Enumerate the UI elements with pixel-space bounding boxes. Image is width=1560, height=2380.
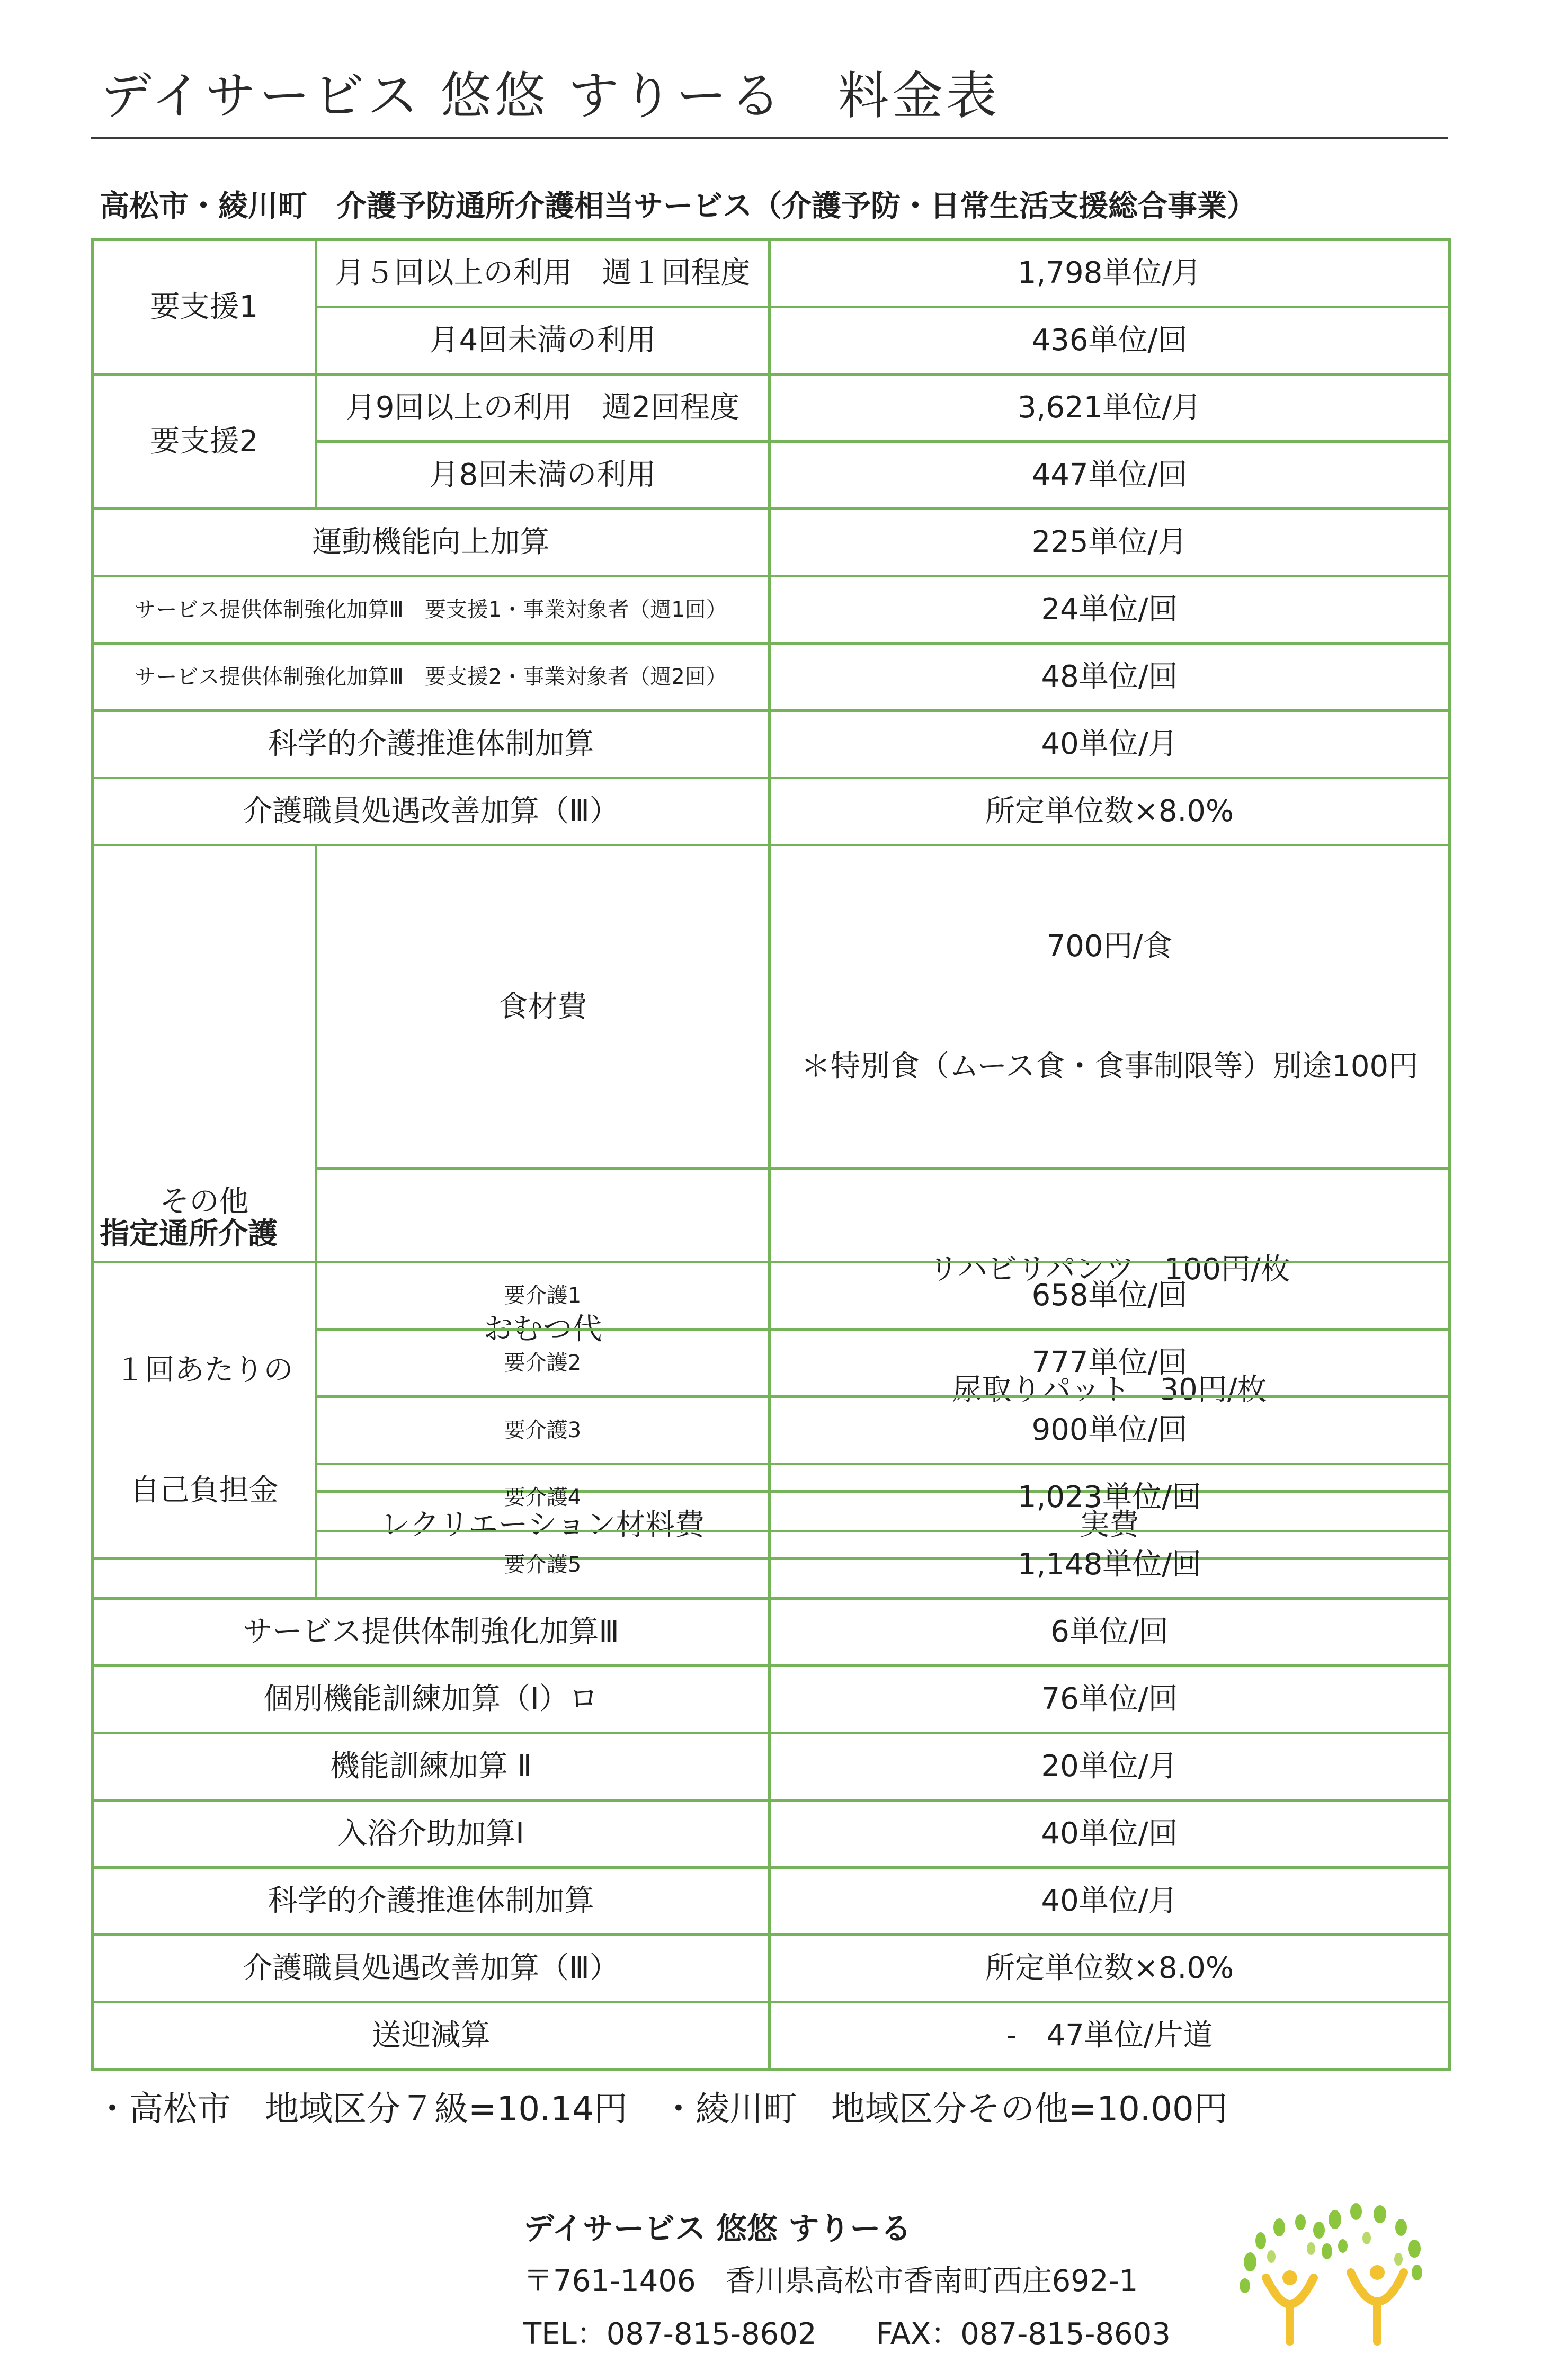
row-value: - 47単位/片道 [770, 2002, 1450, 2070]
row-value: 1,023単位/回 [770, 1464, 1450, 1531]
table-row [93, 1666, 1450, 1733]
row-value: 48単位/回 [770, 644, 1450, 711]
section2-table [91, 1261, 1451, 2071]
table-row [93, 240, 1450, 307]
per-visit-label [93, 1262, 316, 1599]
row-item: 運動機能向上加算 [93, 509, 770, 576]
row-value: 40単位/月 [770, 711, 1450, 778]
table-row [93, 711, 1450, 778]
section2-title: 指定通所介護 [100, 1217, 278, 1251]
row-item: 月4回未満の利用 [316, 307, 770, 375]
row-value: 225単位/月 [770, 509, 1450, 576]
row-item: 食材費 [316, 845, 770, 1169]
table-row [93, 1599, 1450, 1666]
row-item: 月8回未満の利用 [316, 442, 770, 509]
table-row [93, 2002, 1450, 2070]
row-item: 科学的介護推進体制加算 [93, 711, 770, 778]
page-title: デイサービス 悠悠 すりーる 料金表 [101, 66, 1001, 126]
food-price: 700円/食 [1046, 929, 1173, 964]
row-value: 900単位/回 [770, 1397, 1450, 1464]
row-value [770, 845, 1450, 1169]
row-item: サービス提供体制強化加算Ⅲ [93, 1599, 770, 1666]
two-trees-logo-icon [1229, 2198, 1430, 2347]
facility-name: デイサービス 悠悠 すりーる [523, 2210, 912, 2247]
table-row [93, 778, 1450, 845]
row-item: 要介護3 [316, 1397, 770, 1464]
row-value: 6単位/回 [770, 1599, 1450, 1666]
table-row [93, 1868, 1450, 1935]
row-value: 所定単位数×8.0% [770, 1935, 1450, 2002]
row-value: 24単位/回 [770, 576, 1450, 644]
row-item: 入浴介助加算Ⅰ [93, 1800, 770, 1868]
food-special-note: ＊特別食（ムース食・食事制限等）別途100円 [800, 1049, 1419, 1084]
row-value: 40単位/月 [770, 1868, 1450, 1935]
table-row [93, 375, 1450, 442]
yoshien1-label: 要支援1 [93, 240, 316, 375]
row-item: 科学的介護推進体制加算 [93, 1868, 770, 1935]
row-item: 要介護4 [316, 1464, 770, 1531]
row-value: 実費 [770, 1491, 1450, 1558]
other-label: その他 [93, 845, 316, 1559]
per-visit-label-line1: １回あたりの [115, 1352, 293, 1387]
row-item: 要介護1 [316, 1262, 770, 1330]
facility-phone: TEL：087-815-8602 FAX：087-815-8603 [523, 2317, 1171, 2351]
table-row [93, 644, 1450, 711]
table-row [93, 1800, 1450, 1868]
row-item: 介護職員処遇改善加算（Ⅲ） [93, 1935, 770, 2002]
row-value: 777単位/回 [770, 1330, 1450, 1397]
yoshien2-label: 要支援2 [93, 375, 316, 509]
row-item: 送迎減算 [93, 2002, 770, 2070]
table-row [93, 1262, 1450, 1330]
table-row [93, 1733, 1450, 1800]
row-item: 機能訓練加算 Ⅱ [93, 1733, 770, 1800]
row-value: 40単位/回 [770, 1800, 1450, 1868]
row-item: 月５回以上の利用 週１回程度 [316, 240, 770, 307]
per-visit-label-line2: 自己負担金 [130, 1473, 279, 1508]
row-item: 介護職員処遇改善加算（Ⅲ） [93, 778, 770, 845]
table-row [93, 576, 1450, 644]
row-item: おむつ代 [316, 1168, 770, 1491]
row-value: 20単位/月 [770, 1733, 1450, 1800]
facility-address: 〒761-1406 香川県高松市香南町西庄692-1 [523, 2264, 1138, 2298]
section1-title: 高松市・綾川町 介護予防通所介護相当サービス（介護予防・日常生活支援総合事業） [100, 189, 1256, 224]
row-value: 76単位/回 [770, 1666, 1450, 1733]
table-row [93, 509, 1450, 576]
regional-rate-note: ・高松市 地域区分７級=10.14円 ・綾川町 地域区分その他=10.00円 [95, 2090, 1228, 2129]
row-item: レクリエーション材料費 [316, 1491, 770, 1558]
row-item: サービス提供体制強化加算Ⅲ 要支援1・事業対象者（週1回） [93, 576, 770, 644]
row-value: 436単位/回 [770, 307, 1450, 375]
row-value: 658単位/回 [770, 1262, 1450, 1330]
row-item: 月9回以上の利用 週2回程度 [316, 375, 770, 442]
row-value: 1,148単位/回 [770, 1531, 1450, 1599]
row-item: 個別機能訓練加算（Ⅰ）ロ [93, 1666, 770, 1733]
rehab-pants-price: リハビリパンツ 100円/枚 [929, 1252, 1290, 1287]
table-row [93, 845, 1450, 1169]
row-item: 要介護5 [316, 1531, 770, 1599]
table-row [93, 1935, 1450, 2002]
row-value: 1,798単位/月 [770, 240, 1450, 307]
row-value: 所定単位数×8.0% [770, 778, 1450, 845]
row-value: 3,621単位/月 [770, 375, 1450, 442]
title-divider [91, 137, 1448, 139]
urine-pad-price: 尿取りパット 30円/枚 [952, 1372, 1267, 1407]
row-item: サービス提供体制強化加算Ⅲ 要支援2・事業対象者（週2回） [93, 644, 770, 711]
row-value: 447単位/回 [770, 442, 1450, 509]
row-item: 要介護2 [316, 1330, 770, 1397]
